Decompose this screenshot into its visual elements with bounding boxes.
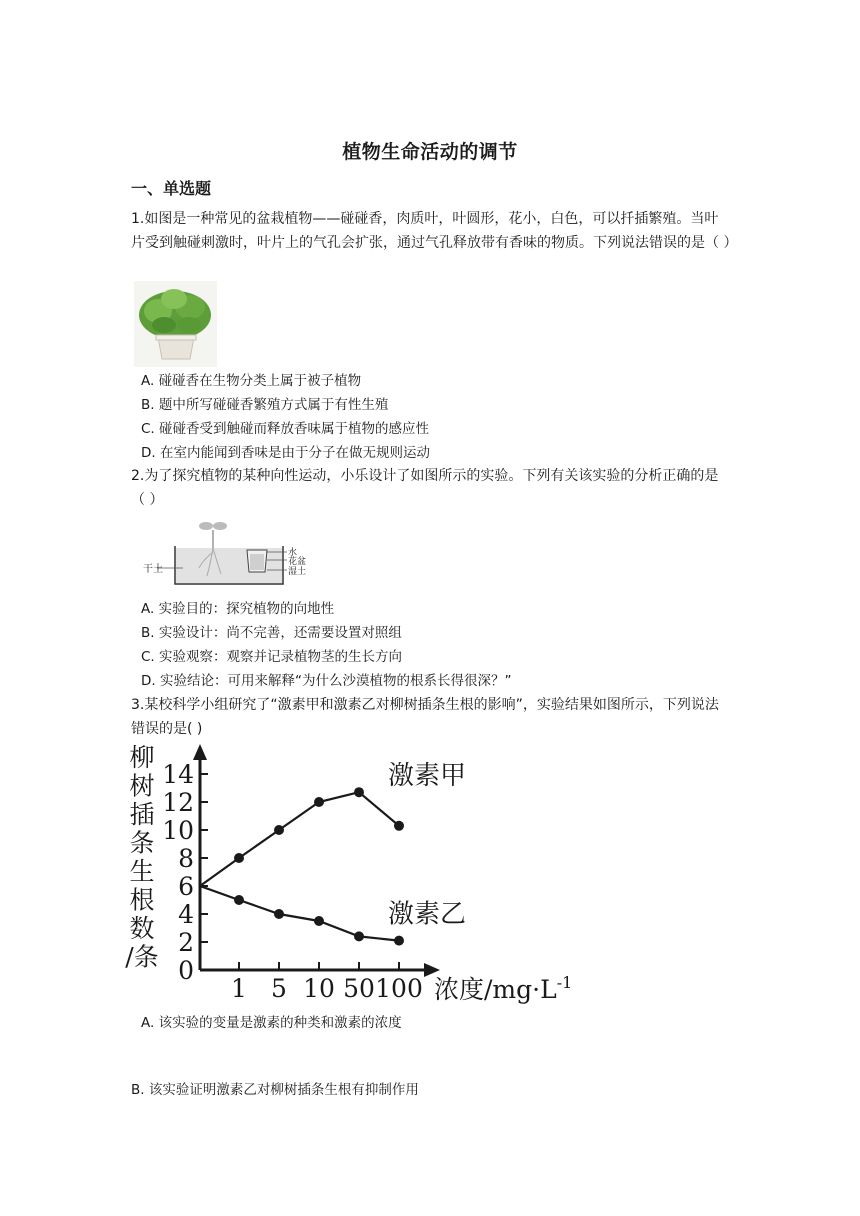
data-point <box>274 825 284 835</box>
svg-text:/条: /条 <box>125 942 159 972</box>
diagram-label-dry-soil: 干土 <box>143 564 163 575</box>
series-line <box>200 792 399 886</box>
data-point <box>354 931 364 941</box>
diagram-label-pot: 花盆 <box>288 557 307 567</box>
data-point <box>234 853 244 863</box>
y-tick-label: 6 <box>178 872 194 901</box>
q1-option-b: B. 题中所写碰碰香繁殖方式属于有性生殖 <box>141 397 389 413</box>
y-tick-label: 2 <box>178 928 194 957</box>
svg-text:树: 树 <box>129 771 155 801</box>
diagram-label-wet-soil: 湿土 <box>288 567 307 577</box>
svg-text:柳: 柳 <box>129 743 155 772</box>
x-tick-label: 100 <box>375 974 423 1003</box>
series-label: 激素乙 <box>388 899 467 930</box>
question-2-text: 2.为了探究植物的某种向性运动，小乐设计了如图所示的实验。下列有关该实验的分析正确的是（ ） <box>131 468 719 508</box>
data-point <box>394 936 404 946</box>
series-label: 激素甲 <box>388 761 467 792</box>
x-tick-label: 1 <box>231 974 247 1003</box>
q1-option-a: A. 碰碰香在生物分类上属于被子植物 <box>141 373 362 389</box>
svg-text:根: 根 <box>129 885 155 915</box>
x-axis-label: 浓度$/mg\cdot L^{-1}$ <box>434 973 573 1004</box>
q1-option-d: D. 在室内能闻到香味是由于分子在做无规则运动 <box>141 445 430 461</box>
y-tick-label: 0 <box>178 956 194 985</box>
svg-text:条: 条 <box>129 828 155 858</box>
data-point <box>394 821 404 831</box>
data-point <box>354 787 364 797</box>
y-tick-label: 12 <box>162 788 194 817</box>
series-line <box>200 886 399 941</box>
q3-option-b: B. 该实验证明激素乙对柳树插条生根有抑制作用 <box>131 1082 419 1098</box>
diagram-label-water: 水 <box>288 548 298 558</box>
q2-option-d: D. 实验结论：可用来解释“为什么沙漠植物的根系长得很深？” <box>141 673 512 689</box>
data-point <box>274 909 284 919</box>
x-tick-label: 50 <box>343 974 375 1003</box>
x-tick-label: 5 <box>271 974 287 1003</box>
svg-text:数: 数 <box>129 914 155 943</box>
experiment-diagram <box>143 516 315 588</box>
y-tick-label: 14 <box>162 760 194 789</box>
svg-text:生: 生 <box>129 857 155 886</box>
page-title: 植物生命活动的调节 <box>342 141 518 163</box>
section-heading: 一、单选题 <box>131 179 212 198</box>
y-tick-label: 10 <box>162 816 194 845</box>
question-3-text: 3.某校科学小组研究了“激素甲和激素乙对柳树插条生根的影响”，实验结果如图所示，下列说法错误的是( ) <box>131 697 719 737</box>
y-tick-label: 8 <box>178 844 194 873</box>
y-axis-label <box>125 743 158 972</box>
q2-option-c: C. 实验观察：观察并记录植物茎的生长方向 <box>141 649 403 665</box>
hormone-line-chart <box>120 740 590 1012</box>
plant-pot-image <box>134 281 217 367</box>
q2-option-b: B. 实验设计：尚不完善，还需要设置对照组 <box>141 625 402 641</box>
q1-option-c: C. 碰碰香受到触碰而释放香味属于植物的感应性 <box>141 421 430 437</box>
y-tick-label: 4 <box>178 900 194 929</box>
x-tick-label: 10 <box>303 974 335 1003</box>
q2-option-a: A. 实验目的：探究植物的向地性 <box>141 601 335 617</box>
svg-text:插: 插 <box>129 800 155 829</box>
q3-option-a: A. 该实验的变量是激素的种类和激素的浓度 <box>141 1015 402 1031</box>
question-1-text: 1.如图是一种常见的盆栽植物——碰碰香，肉质叶，叶圆形，花小，白色，可以扦插繁殖。当叶片受到触碰刺激时，叶片上的气孔会扩张，通过气孔释放带有香味的物质。下列说法错误的是（ ） <box>131 211 738 251</box>
data-point <box>314 797 324 807</box>
data-point <box>234 895 244 905</box>
data-point <box>314 916 324 926</box>
